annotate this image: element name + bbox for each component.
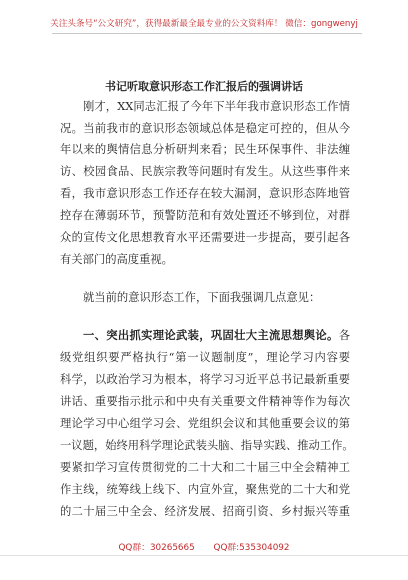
paragraph-2: 就当前的意识形态工作，下面我强调几点意见： xyxy=(83,291,321,304)
paragraph-1-line: 况。当前我市的意识形态领域总体是稳定可控的，但从今 xyxy=(60,122,350,135)
section-1-line: 一议题，始终用科学理论武装头脑、指导实践、推动工作。 xyxy=(60,439,354,452)
section-1-line: 作主线，统筹线上线下、内宣外宣，聚焦党的二十大和党 xyxy=(60,483,350,496)
paragraph-1-line: 众的宣传文化思想教育水平还需要进一步提高，要引起各 xyxy=(60,231,350,244)
paragraph-1-line: 刚才，XX同志汇报了今年下半年我市意识形态工作情 xyxy=(83,100,350,113)
header-banner: 关注头条号“公文研究”，获得最新最全最专业的公文资料库！ 微信：gongwenyj xyxy=(50,19,358,29)
section-1-heading-line xyxy=(83,327,350,343)
paragraph-1-line: 控存在薄弱环节，预警防范和有效处置还不够到位，对群 xyxy=(60,209,350,222)
paragraph-1-line: 年以来的舆情信息分析研判来看；民生环保事件、非法缠 xyxy=(60,143,350,156)
paragraph-1-line: 有关部门的高度重视。 xyxy=(60,253,173,266)
section-1-line: 讲话、重要指示批示和中央有关重要文件精神等作为每次 xyxy=(60,395,350,408)
qq-group-1: QQ群：30265665 xyxy=(118,543,195,553)
footer-divider xyxy=(0,555,408,556)
document-title: 书记听取意识形态工作汇报后的强调讲话 xyxy=(105,80,303,93)
section-1-heading: 一、突出抓实理论武装，巩固壮大主流思想舆论。 xyxy=(83,329,339,342)
section-1-line: 要紧扣学习宣传贯彻党的二十大和二十届三中全会精神工 xyxy=(60,461,350,474)
section-1-line: 理论学习中心组学习会、党组织会议和其他重要会议的第 xyxy=(60,417,350,430)
section-1-heading-rest: 各 xyxy=(338,329,350,342)
section-1-line: 级党组织要严格执行“第一议题制度”，理论学习内容要 xyxy=(60,351,350,364)
paragraph-1-line: 访、校园食品、民族宗教等问题时有发生。从这些事件来 xyxy=(60,165,350,178)
qq-group-2: QQ群:535304092 xyxy=(213,543,290,553)
header-divider xyxy=(52,33,362,34)
paragraph-1-line: 看，我市意识形态工作还存在较大漏洞，意识形态阵地管 xyxy=(60,187,350,200)
footer-contact xyxy=(0,540,408,553)
section-1-line: 科学，以政治学习为根本，将学习习近平总书记最新重要 xyxy=(60,373,350,386)
section-1-line: 的二十届三中全会、经济发展、招商引资、乡村振兴等重 xyxy=(60,505,350,518)
